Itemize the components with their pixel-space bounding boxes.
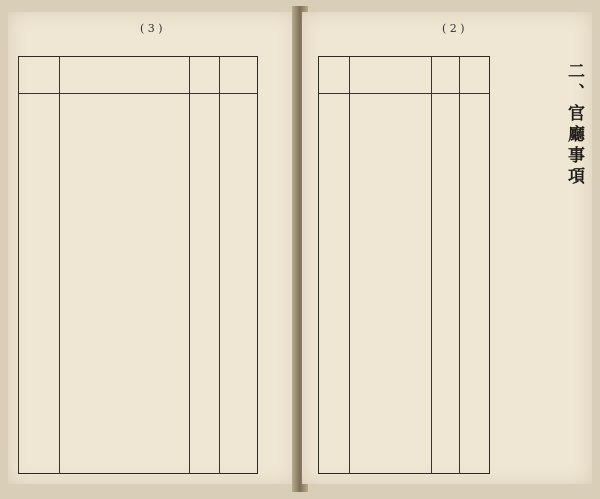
column-divider [349,57,350,473]
column-divider [431,57,432,473]
left-register-table [18,56,258,474]
table-header-divider [19,93,257,94]
column-divider [189,57,190,473]
right-register-table [318,56,490,474]
column-divider [219,57,220,473]
section-heading: 二、官廳事項 [564,62,584,188]
left-page-number: ( 3 ) [140,22,163,35]
column-divider [59,57,60,473]
table-header-divider [319,93,489,94]
column-divider [459,57,460,473]
right-page-number: ( 2 ) [442,22,465,35]
